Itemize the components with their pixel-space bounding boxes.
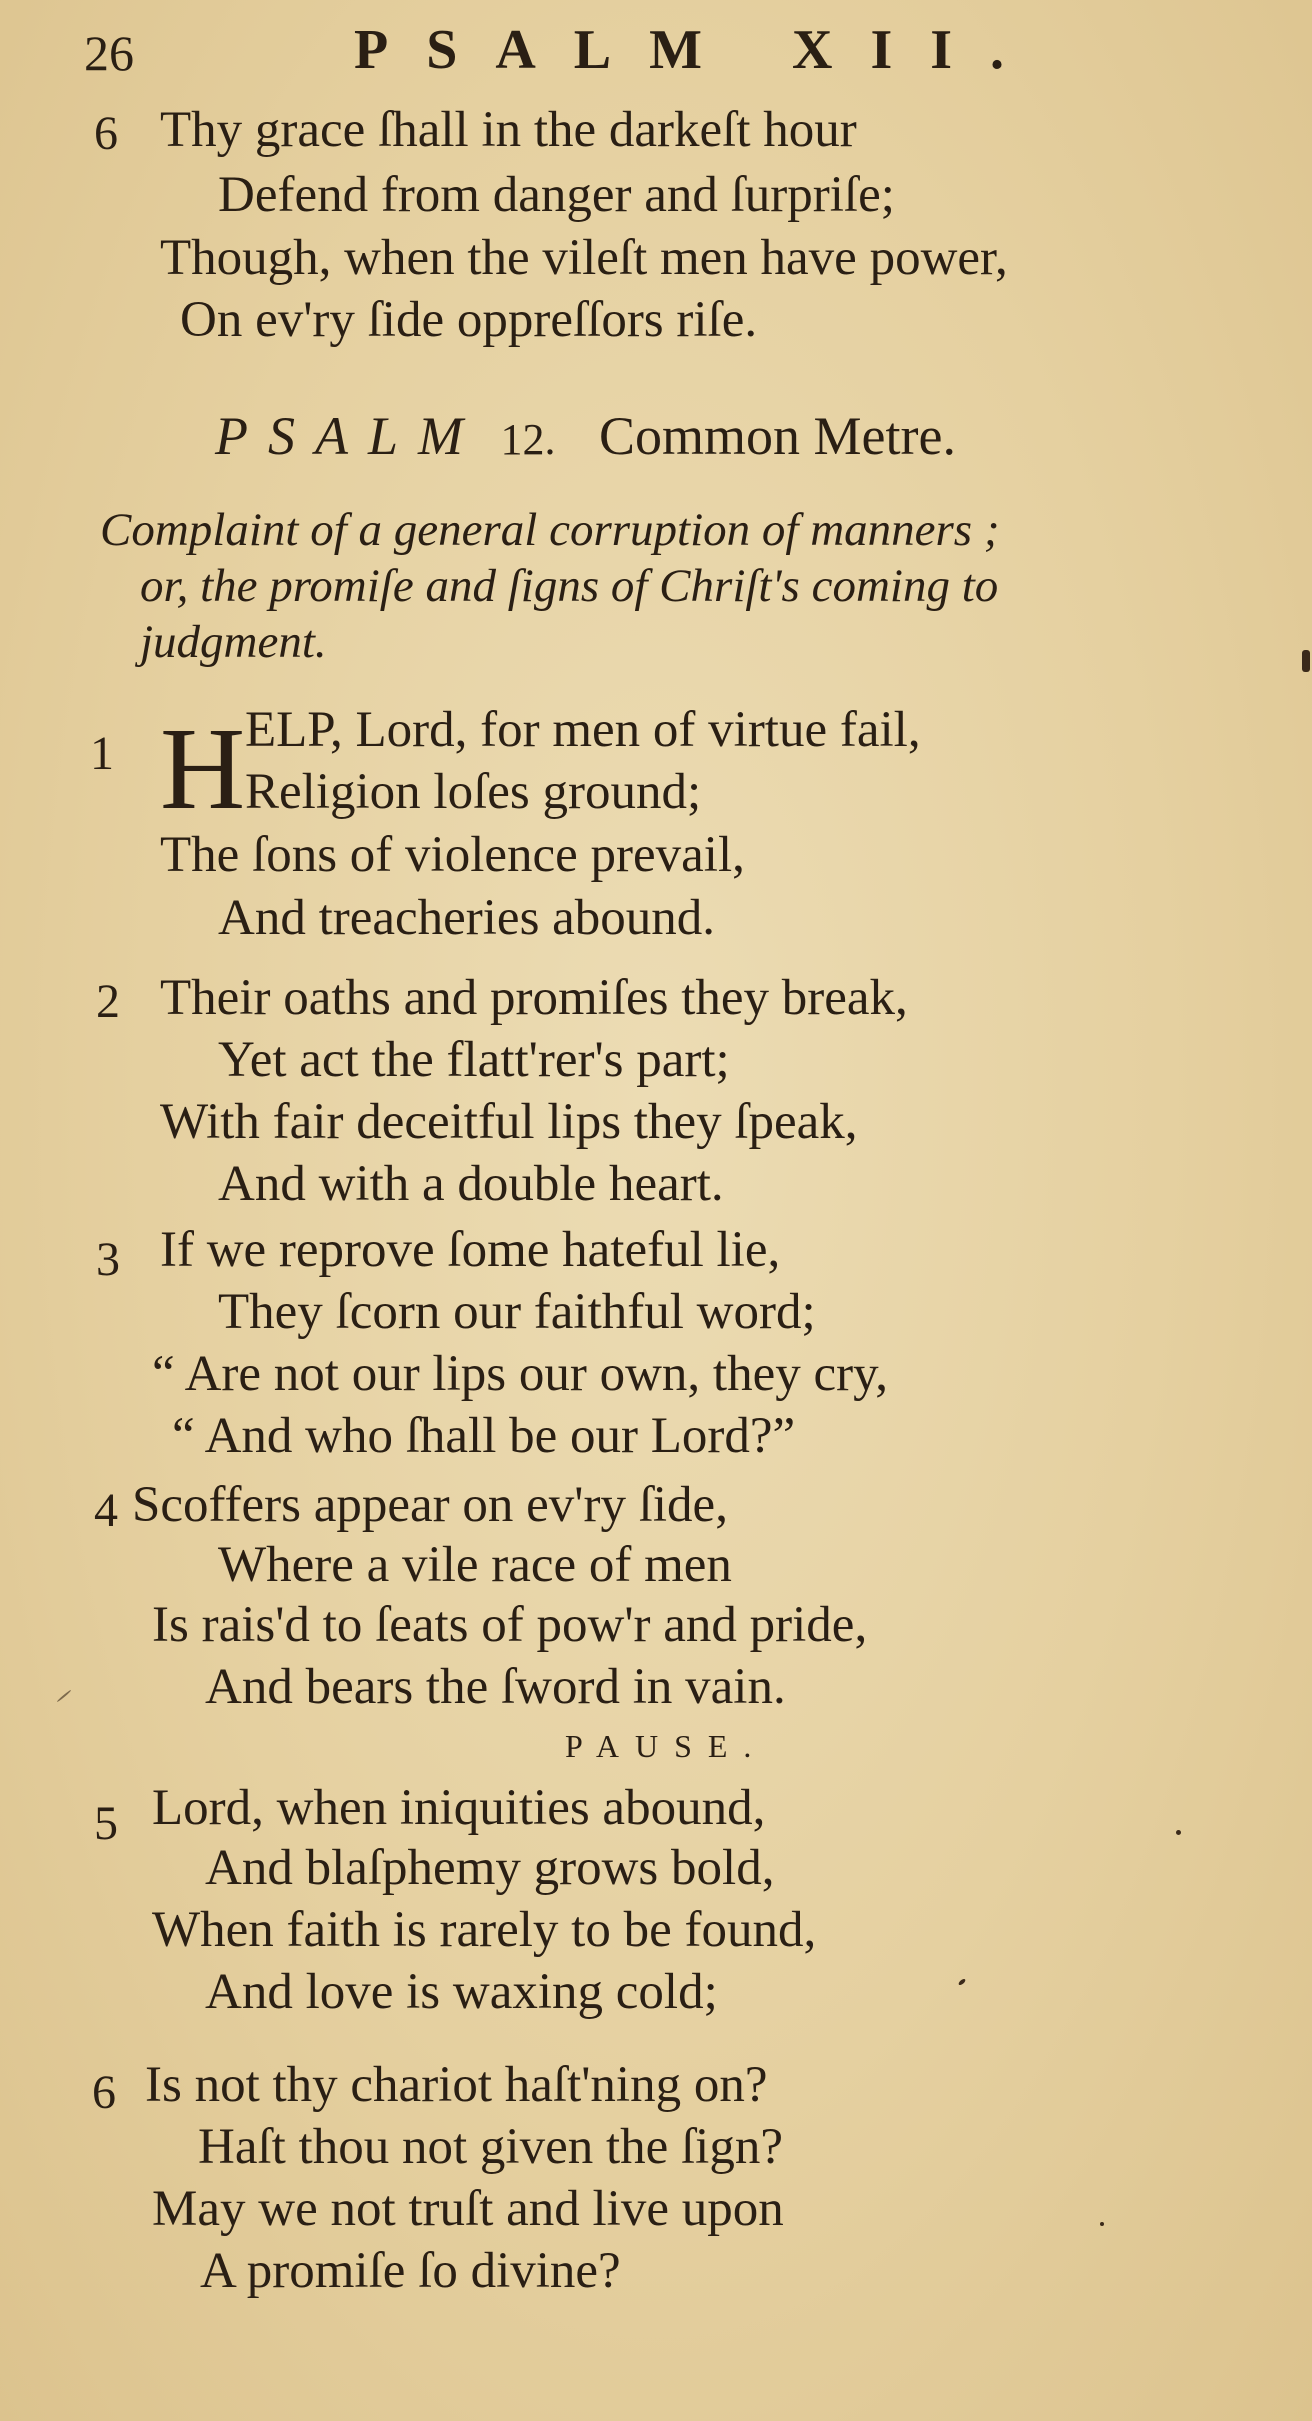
verse-number: 3 bbox=[96, 1233, 120, 1286]
verse-line: If we reprove ſome hateful lie, bbox=[160, 1222, 781, 1278]
verse-line: Their oaths and promiſes they break, bbox=[160, 970, 908, 1026]
verse-line: Where a vile race of men bbox=[218, 1537, 732, 1593]
verse-line: Thy grace ſhall in the darkeſt hour bbox=[160, 102, 857, 158]
verse-line: Religion loſes ground; bbox=[245, 764, 702, 820]
argument-line: or, the promiſe and ſigns of Chriſt's coming to bbox=[140, 560, 999, 612]
verse-line: Scoffers appear on ev'ry ſide, bbox=[132, 1477, 728, 1533]
verse-number: 4 bbox=[94, 1484, 118, 1537]
psalm-heading bbox=[215, 405, 956, 467]
psalm-word: PSALM bbox=[215, 406, 483, 466]
argument-line: judgment. bbox=[140, 616, 327, 668]
verse-line: On ev'ry ſide oppreſſors riſe. bbox=[180, 292, 758, 348]
page-header bbox=[84, 18, 1244, 88]
paper-speck bbox=[1302, 650, 1310, 672]
verse-number: 2 bbox=[96, 975, 120, 1028]
verse-line: And love is waxing cold; bbox=[205, 1964, 718, 2020]
running-title: PSALM XII. bbox=[354, 19, 1043, 81]
verse-line: When faith is rarely to be found, bbox=[152, 1902, 817, 1958]
paper-speck bbox=[958, 1978, 967, 1986]
verse-line: ELP, Lord, for men of virtue fail, bbox=[245, 702, 921, 758]
verse-line: May we not truſt and live upon bbox=[152, 2181, 784, 2237]
verse-line: Haſt thou not given the ſign? bbox=[198, 2119, 783, 2175]
verse-line: And with a double heart. bbox=[218, 1156, 724, 1212]
verse-line: Though, when the vileſt men have power, bbox=[160, 230, 1008, 286]
argument-line: Complaint of a general corruption of manners ; bbox=[100, 504, 1000, 556]
verse-line: Yet act the flatt'rer's part; bbox=[218, 1032, 730, 1088]
pause-marker: PAUSE. bbox=[565, 1728, 768, 1764]
verse-line: “ And who ſhall be our Lord?” bbox=[172, 1408, 796, 1464]
verse-line: A promiſe ſo divine? bbox=[200, 2243, 621, 2299]
verse-number: 6 bbox=[94, 107, 118, 160]
psalm-metre: Common Metre. bbox=[599, 406, 956, 466]
psalm-argument bbox=[100, 502, 1240, 670]
paper-speck bbox=[1100, 2222, 1104, 2226]
verse-line: With fair deceitful lips they ſpeak, bbox=[160, 1094, 858, 1150]
verse-number: 6 bbox=[92, 2066, 116, 2119]
verse-line: “ Are not our lips our own, they cry, bbox=[152, 1346, 889, 1402]
verse-line: Is not thy chariot haſt'ning on? bbox=[145, 2057, 768, 2113]
verse-line: And treacheries abound. bbox=[218, 890, 716, 946]
verse-line: Lord, when iniquities abound, bbox=[152, 1780, 766, 1836]
paper-speck bbox=[1176, 1830, 1181, 1835]
verse-number: 5 bbox=[94, 1797, 118, 1850]
verse-line: The ſons of violence prevail, bbox=[160, 827, 745, 883]
verse-number: 1 bbox=[90, 727, 114, 780]
verse-line: They ſcorn our faithful word; bbox=[218, 1284, 816, 1340]
page-number: 26 bbox=[84, 25, 134, 81]
verse-line: Defend from danger and ſurpriſe; bbox=[218, 167, 895, 223]
verse-line: And blaſphemy grows bold, bbox=[205, 1840, 775, 1896]
verse-line: And bears the ſword in vain. bbox=[205, 1659, 786, 1715]
drop-capital: H bbox=[160, 703, 246, 834]
verse-line: Is rais'd to ſeats of pow'r and pride, bbox=[152, 1597, 868, 1653]
psalm-number: 12. bbox=[500, 415, 556, 464]
paper-speck bbox=[56, 1689, 71, 1702]
